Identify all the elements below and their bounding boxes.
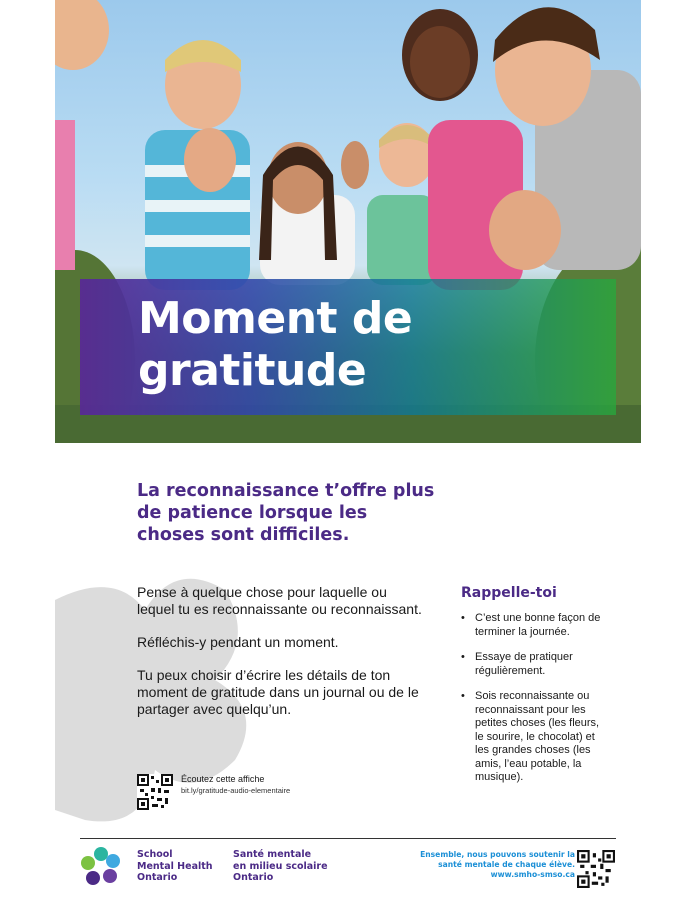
reminder-list: [461, 612, 641, 785]
reminder-item: • C’est une bonne façon de terminer la journée.: [461, 612, 601, 639]
footer-qr-code-icon[interactable]: [577, 850, 615, 888]
audio-link-block[interactable]: [137, 774, 337, 814]
org-fr-line: Santé mentale: [233, 849, 312, 860]
poster-page: [55, 0, 641, 898]
reminder-item: • Sois reconnaissante ou reconnaissant pour les petites choses (les fleurs, le sourire, le chocolat) et les grandes choses (les amis, l’eau potable, la musique).: [461, 690, 601, 785]
org-fr-line: Ontario: [233, 872, 274, 883]
reminder-item: • Essaye de pratiquer régulièrement.: [461, 651, 601, 678]
title-line-1: Moment de: [138, 293, 413, 344]
poster-title: [138, 293, 578, 397]
main-text: [137, 584, 427, 734]
footer-tagline-block: [395, 850, 575, 880]
org-fr-line: en milieu scolaire: [233, 860, 328, 872]
footer-divider: [80, 838, 616, 839]
title-banner: [80, 279, 616, 415]
title-line-2: gratitude: [138, 345, 367, 396]
paragraph-3: Tu peux choisir d’écrire les détails de ton moment de gratitude dans un journal ou de le partager avec quelqu’un.: [137, 667, 419, 717]
subtitle: La reconnaissance t’offre plus de patience lorsque les choses sont difficiles.: [137, 481, 435, 545]
footer-url[interactable]: www.smho-smso.ca: [490, 870, 575, 879]
hero-photo: [55, 0, 641, 443]
qr-code-icon[interactable]: [137, 774, 173, 810]
audio-url[interactable]: bit.ly/gratitude-audio-elementaire: [181, 786, 291, 795]
org-en-line: Ontario: [137, 872, 178, 883]
smho-flower-logo-icon: [80, 846, 122, 888]
paragraph-2: Réfléchis-y pendant un moment.: [137, 634, 339, 650]
org-en-line: Mental Health: [137, 860, 213, 872]
org-name-english: [137, 849, 227, 884]
footer-tagline: Ensemble, nous pouvons soutenir la santé mentale de chaque élève.: [420, 850, 575, 869]
org-name-french: [233, 849, 343, 884]
paragraph-1: Pense à quelque chose pour laquelle ou lequel tu es reconnaissante ou reconnaissant.: [137, 584, 422, 617]
reminder-box: [461, 584, 641, 797]
reminder-heading: Rappelle-toi: [461, 585, 557, 601]
audio-label: Écoutez cette affiche: [181, 774, 265, 784]
org-en-line: School: [137, 849, 173, 860]
